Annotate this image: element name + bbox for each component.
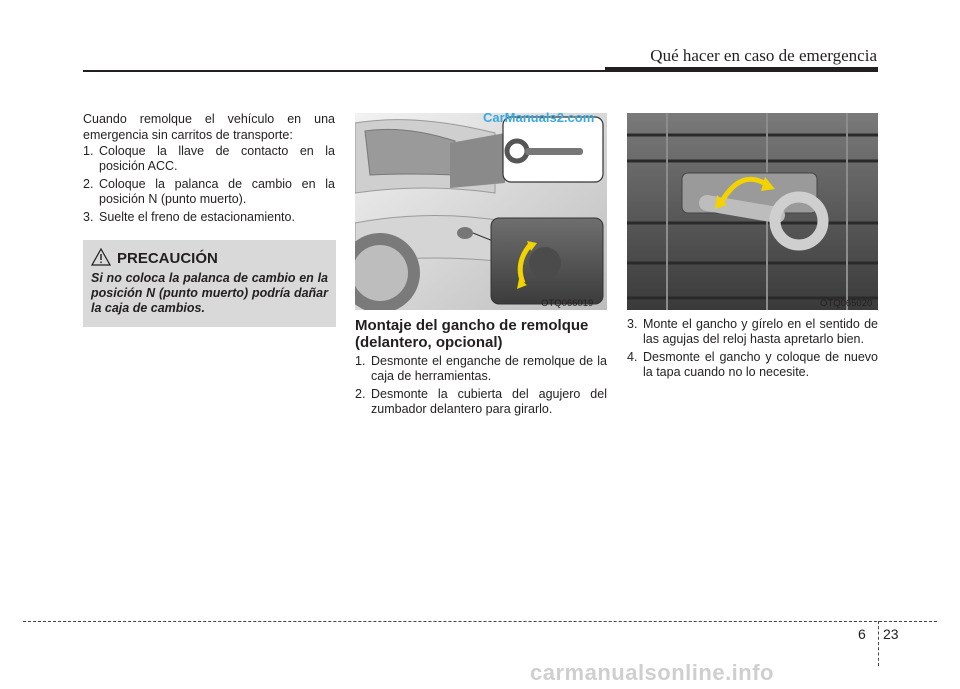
page-number: 23 (883, 626, 899, 642)
list-item: 1. Coloque la llave de contacto en la posición ACC. (83, 144, 335, 173)
footer-watermark: carmanualsonline.info (530, 660, 774, 685)
section-heading: Montaje del gancho de remolque (delantero, opcional) (355, 317, 589, 351)
list-item: 4. Desmonte el gancho y coloque de nuevo la tapa cuando no lo necesite. (627, 350, 878, 379)
list-item: 2. Desmonte la cubierta del agujero del zumbador delantero para girarlo. (355, 387, 607, 416)
caution-box (83, 240, 336, 327)
left-step-list (83, 144, 335, 228)
header-rule-accent (605, 67, 878, 72)
middle-step-list (355, 354, 607, 420)
intro-paragraph: Cuando remolque el vehículo en una emergencia sin carritos de transporte: (83, 112, 335, 142)
list-item: 2. Coloque la palanca de cambio en la posición N (punto muerto). (83, 177, 335, 206)
grille-hook-illustration (627, 113, 878, 310)
figure-watermark: CarManuals2.com (483, 110, 595, 125)
footer-rule (23, 621, 937, 622)
list-item: 3. Suelte el freno de estacionamiento. (83, 210, 295, 224)
car-front-illustration (355, 113, 607, 310)
caution-title: PRECAUCIÓN (117, 250, 218, 267)
figure-tow-hook-installed (627, 113, 878, 310)
section-title: Qué hacer en caso de emergencia (650, 46, 877, 65)
list-item: 1. Desmonte el enganche de remolque de la caja de herramientas. (355, 354, 607, 383)
chapter-number: 6 (858, 626, 866, 642)
figure-caption: OTQ066019 (541, 298, 594, 309)
list-item: 3. Monte el gancho y gírelo en el sentido de las agujas del reloj hasta apretarlo bien. (627, 317, 878, 346)
warning-triangle-icon (91, 248, 111, 266)
figure-caption: OTQ065020 (820, 298, 873, 309)
caution-text: Si no coloca la palanca de cambio en la posición N (punto muerto) podría dañar la caja de cambios. (91, 271, 328, 315)
figure-tow-hook-front (355, 113, 607, 310)
right-step-list (627, 317, 878, 383)
footer-divider (878, 621, 879, 666)
